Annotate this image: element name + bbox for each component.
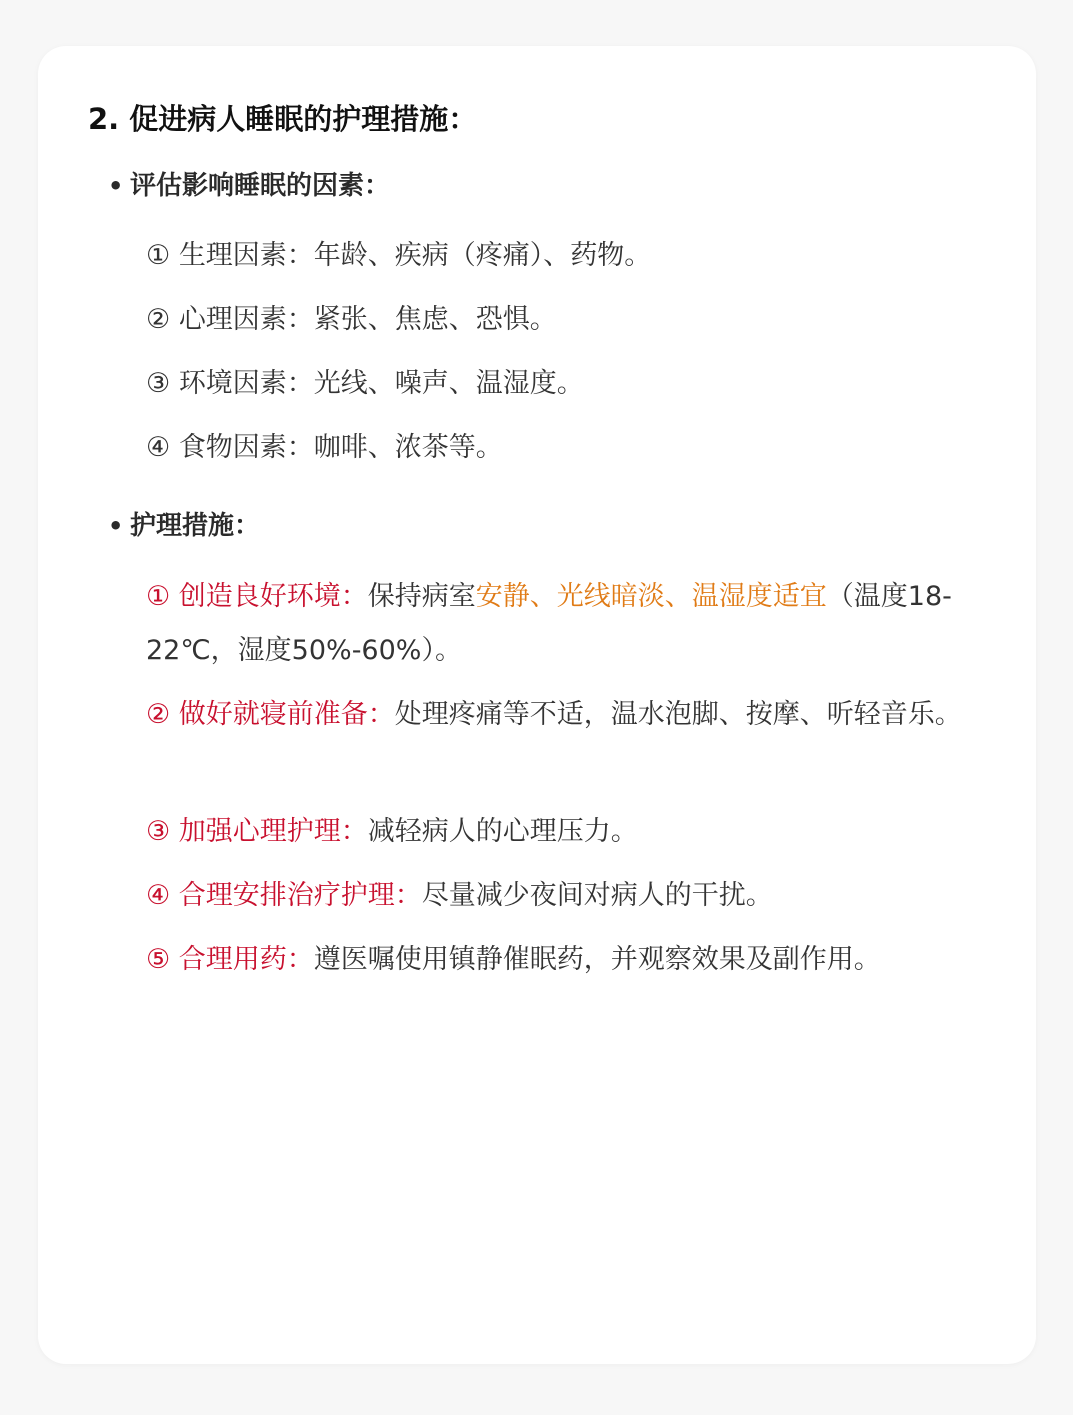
bullet-dot: • — [108, 172, 124, 200]
item-text: 处理疼痛等不适，温水泡脚、按摩、听轻音乐。 — [394, 699, 962, 730]
list-item — [146, 300, 557, 340]
item-label: ④ 合理安排治疗护理： — [146, 880, 422, 911]
list-item — [146, 236, 651, 276]
section-heading-factors — [108, 166, 390, 206]
item-label: ⑤ 合理用药： — [146, 944, 314, 975]
section-heading-label: 护理措施： — [130, 511, 261, 541]
list-item — [146, 876, 773, 916]
item-text: 环境因素：光线、噪声、温湿度。 — [178, 368, 584, 399]
item-text: 保持病室 — [367, 581, 476, 612]
item-text: 尽量减少夜间对病人的干扰。 — [421, 880, 773, 911]
item-text: 心理因素：紧张、焦虑、恐惧。 — [178, 304, 557, 335]
item-label: ② 做好就寝前准备： — [146, 699, 395, 730]
list-item — [146, 940, 881, 980]
item-text: 食物因素：咖啡、浓茶等。 — [178, 432, 503, 463]
list-item — [146, 364, 584, 404]
list-item — [146, 570, 976, 678]
list-item — [146, 428, 503, 468]
item-highlight: 安静、光线暗淡、温湿度适宜 — [475, 581, 827, 612]
item-number: ② — [146, 304, 171, 335]
list-item — [146, 812, 638, 852]
section-heading-measures — [108, 506, 260, 546]
item-label: ① 创造良好环境： — [146, 581, 368, 612]
item-number: ④ — [146, 432, 171, 463]
item-number: ① — [146, 240, 171, 271]
bullet-dot: • — [108, 512, 124, 540]
item-text: （温度18-22℃，湿度50%-60%）。 — [146, 581, 952, 666]
item-text: 减轻病人的心理压力。 — [367, 816, 638, 847]
item-number: ③ — [146, 368, 171, 399]
item-label: ③ 加强心理护理： — [146, 816, 368, 847]
item-text: 遵医嘱使用镇静催眠药，并观察效果及副作用。 — [313, 944, 881, 975]
item-text: 生理因素：年龄、疾病（疼痛）、药物。 — [178, 240, 652, 271]
list-item — [146, 688, 976, 742]
section-heading-label: 评估影响睡眠的因素： — [130, 171, 391, 201]
page-title: 2. 促进病人睡眠的护理措施： — [88, 102, 478, 136]
